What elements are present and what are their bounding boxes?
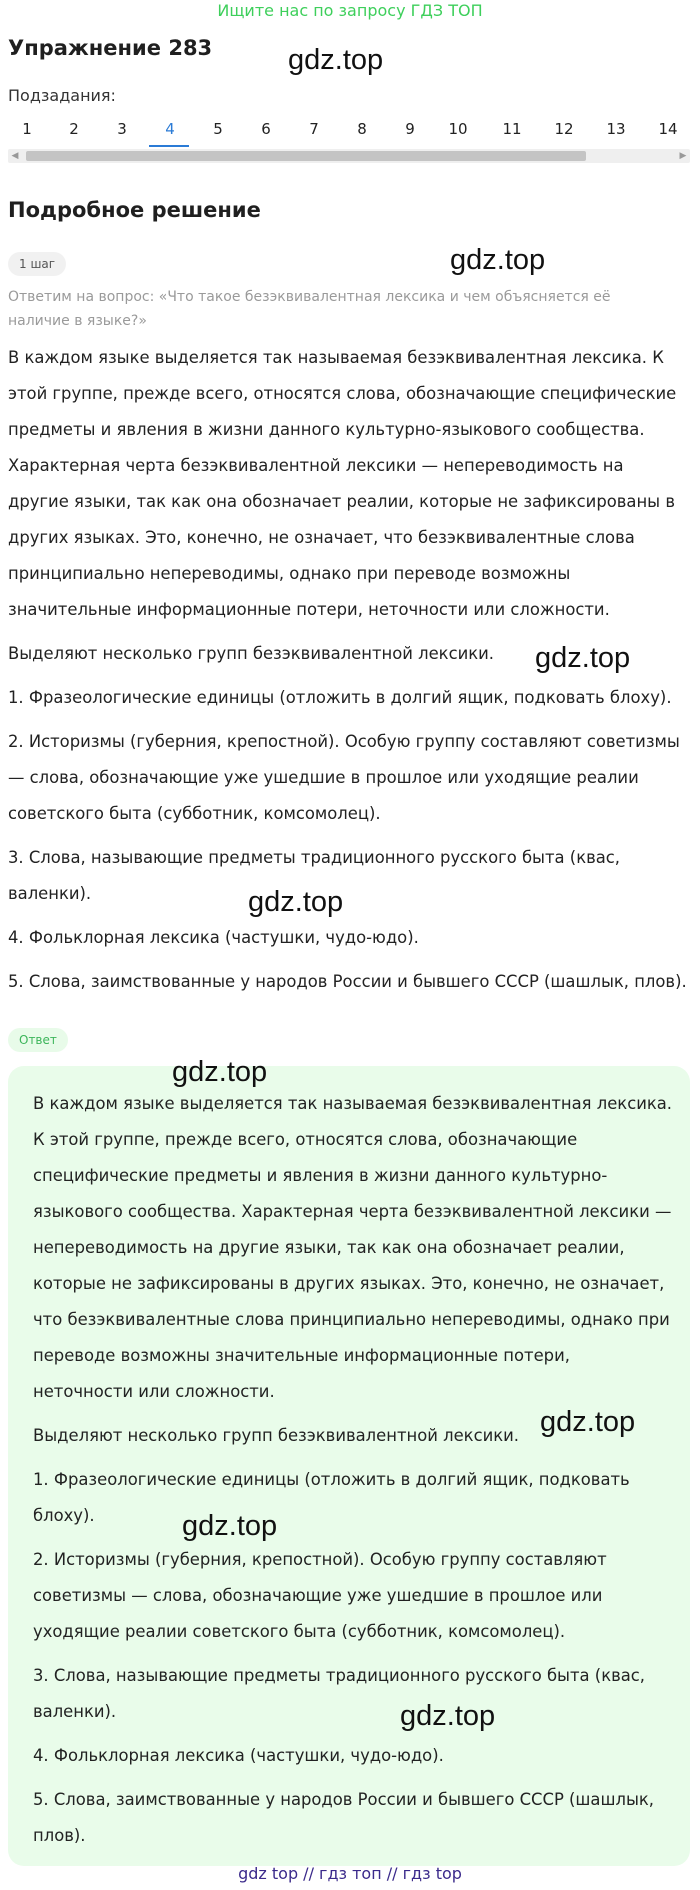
answer-paragraph: 5. Слова, заимствованные у народов России и бывшего СССР (шашлык, плов). xyxy=(33,1790,654,1845)
subtask-tab-6[interactable]: 6 xyxy=(261,120,271,138)
scroll-left-icon[interactable]: ◀ xyxy=(11,151,19,161)
active-tab-indicator xyxy=(149,145,189,147)
solution-paragraph: 2. Историзмы (губерния, крепостной). Особую группу составляют советизмы — слова, обозначающие уже ушедшие в прошлое или уходящие реалии советского быта (субботник, комсомолец). xyxy=(8,732,680,823)
watermark: gdz.top xyxy=(288,44,384,76)
page-title: Упражнение 283 xyxy=(8,36,213,60)
watermark: gdz.top xyxy=(248,886,344,918)
subtask-tab-2[interactable]: 2 xyxy=(69,120,79,138)
answer-paragraph: 4. Фольклорная лексика (частушки, чудо-юдо). xyxy=(33,1746,444,1765)
solution-paragraph: 3. Слова, называющие предметы традиционного русского быта (квас, валенки). xyxy=(8,848,621,903)
solution-paragraph: 5. Слова, заимствованные у народов России и бывшего СССР (шашлык, плов). xyxy=(8,972,687,991)
answer-paragraph: 2. Историзмы (губерния, крепостной). Особую группу составляют советизмы — слова, обозначающие уже ушедшие в прошлое или уходящие реалии советского быта (субботник, комсомолец). xyxy=(33,1550,607,1641)
watermark: gdz.top xyxy=(172,1056,268,1088)
answer-text xyxy=(33,1086,673,1862)
subtask-tab-12[interactable]: 12 xyxy=(554,120,574,138)
scrollbar-thumb[interactable] xyxy=(26,151,586,161)
step-badge: 1 шаг xyxy=(8,252,66,276)
solution-paragraph: В каждом языке выделяется так называемая безэквивалентная лексика. К этой группе, прежде всего, относятся слова, обозначающие специфические предметы и явления в жизни данного культурно-языкового сообщества. Характерная черта безэквивалентной лексики — непереводимость на другие языки, так как она обозначает реалии, которые не зафиксированы в других языках. Это, конечно, не означает, что безэквивалентные слова принципиально непереводимы, однако при переводе возможны значительные информационные потери, неточности или сложности. xyxy=(8,348,677,619)
subtask-tabs xyxy=(0,114,700,148)
watermark: gdz.top xyxy=(535,642,631,674)
subtasks-label: Подзадания: xyxy=(8,86,116,105)
subtask-tab-4[interactable]: 4 xyxy=(165,120,175,138)
watermark: gdz.top xyxy=(400,1700,496,1732)
solution-heading: Подробное решение xyxy=(8,198,261,222)
subtask-tab-3[interactable]: 3 xyxy=(117,120,127,138)
horizontal-scrollbar[interactable] xyxy=(8,149,690,163)
solution-paragraph: 4. Фольклорная лексика (частушки, чудо-юдо). xyxy=(8,928,419,947)
watermark: gdz.top xyxy=(450,244,546,276)
subtask-tab-9[interactable]: 9 xyxy=(405,120,415,138)
subtask-tab-10[interactable]: 10 xyxy=(448,120,468,138)
scroll-right-icon[interactable]: ▶ xyxy=(679,151,687,161)
subtask-tab-14[interactable]: 14 xyxy=(658,120,678,138)
subtask-tab-1[interactable]: 1 xyxy=(22,120,32,138)
answer-paragraph: В каждом языке выделяется так называемая безэквивалентная лексика. К этой группе, прежде всего, относятся слова, обозначающие специфические предметы и явления в жизни данного культурно-языкового сообщества. Характерная черта безэквивалентной лексики — непереводимость на другие языки, так как она обозначает реалии, которые не зафиксированы в других языках. Это, конечно, не означает, что безэквивалентные слова принципиально непереводимы, однако при переводе возможны значительные информационные потери, неточности или сложности. xyxy=(33,1094,673,1401)
answer-paragraph: 3. Слова, называющие предметы традиционного русского быта (квас, валенки). xyxy=(33,1666,646,1721)
subtask-tab-13[interactable]: 13 xyxy=(606,120,626,138)
answer-paragraph: 1. Фразеологические единицы (отложить в долгий ящик, подковать блоху). xyxy=(33,1470,630,1525)
solution-paragraph: Выделяют несколько групп безэквивалентной лексики. xyxy=(8,644,495,663)
question-text: Ответим на вопрос: «Что такое безэквивалентная лексика и чем объясняется её наличие в языке?» xyxy=(8,289,611,329)
promo-banner[interactable]: Ищите нас по запросу ГДЗ ТОП xyxy=(217,1,483,20)
subtask-tab-11[interactable]: 11 xyxy=(502,120,522,138)
subtask-tab-8[interactable]: 8 xyxy=(357,120,367,138)
subtask-tab-5[interactable]: 5 xyxy=(213,120,223,138)
answer-paragraph: Выделяют несколько групп безэквивалентной лексики. xyxy=(33,1426,520,1445)
solution-paragraph: 1. Фразеологические единицы (отложить в долгий ящик, подковать блоху). xyxy=(8,688,672,707)
answer-badge: Ответ xyxy=(8,1028,68,1052)
watermark: gdz.top xyxy=(540,1406,636,1438)
watermark: gdz.top xyxy=(182,1510,278,1542)
footer-links[interactable]: gdz top // гдз топ // гдз top xyxy=(238,1864,462,1883)
subtask-tab-7[interactable]: 7 xyxy=(309,120,319,138)
